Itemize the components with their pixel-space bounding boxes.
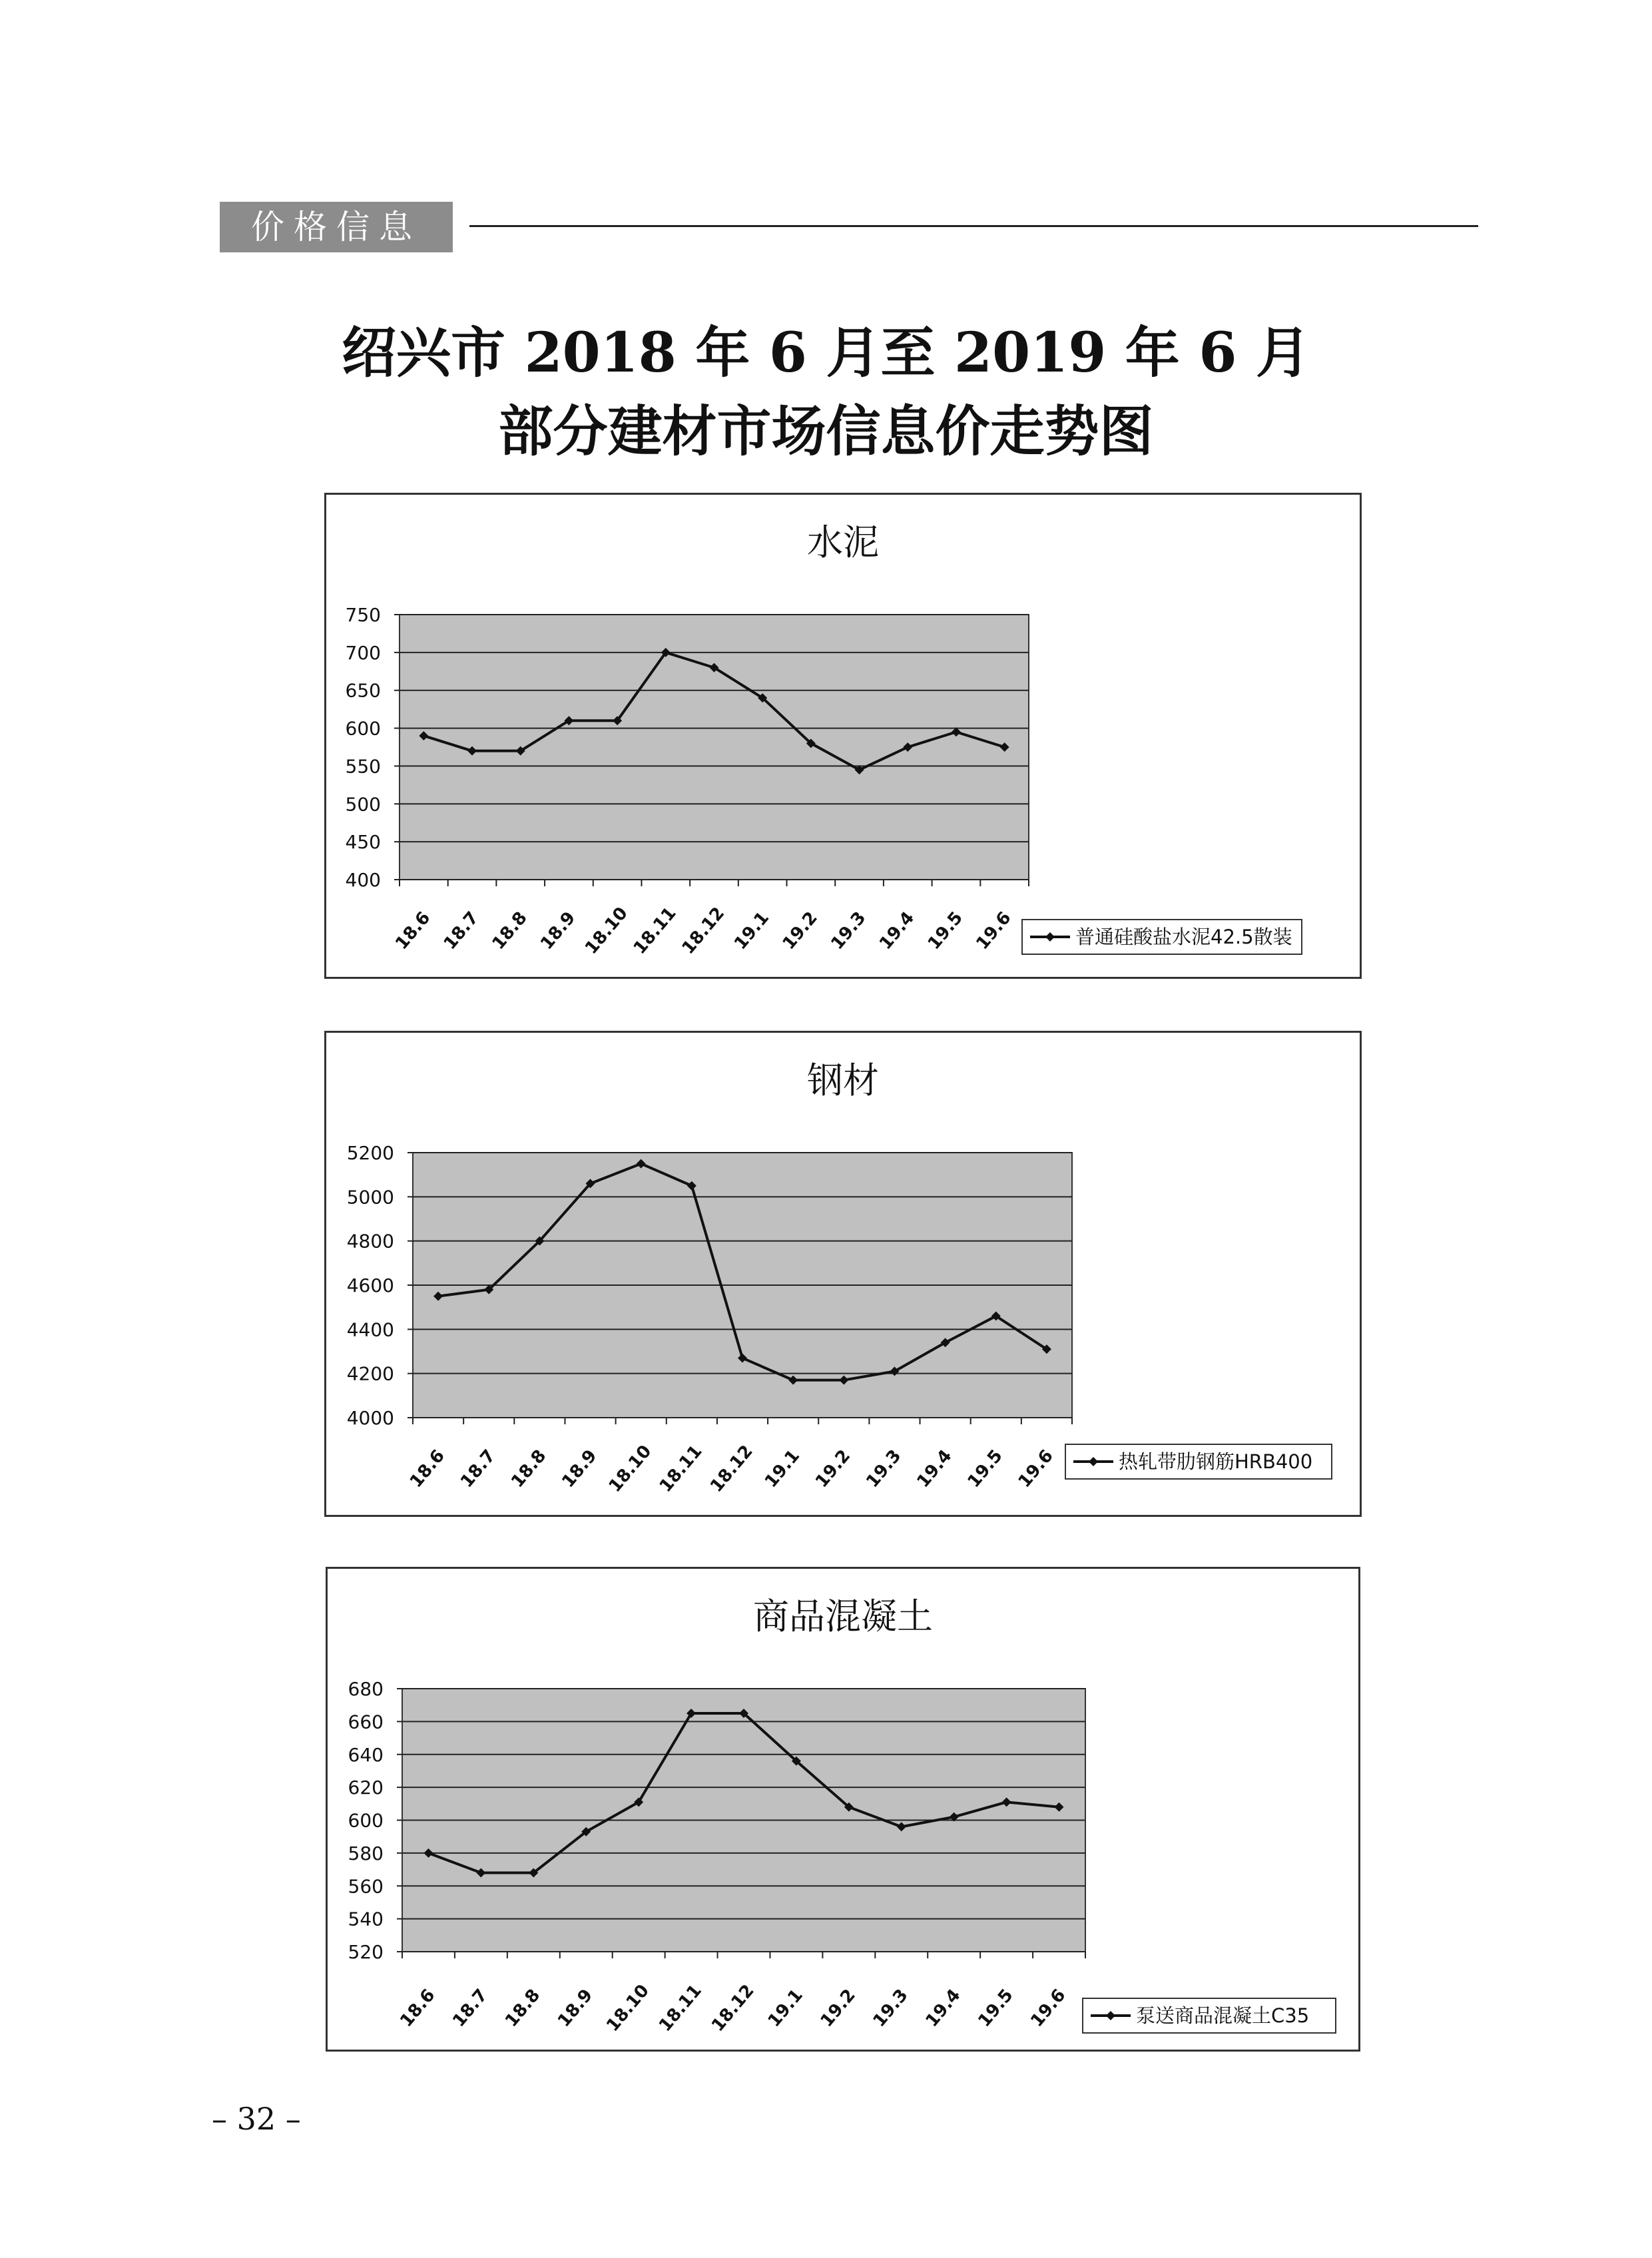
y-tick-label: 5000 xyxy=(346,1186,394,1209)
y-tick-label: 4200 xyxy=(346,1362,394,1385)
y-tick-label: 680 xyxy=(348,1678,384,1700)
x-tick-label: 19.3 xyxy=(869,1985,912,2032)
x-tick-label: 18.9 xyxy=(537,908,580,954)
y-tick-label: 650 xyxy=(345,679,381,702)
x-tick-label: 19.6 xyxy=(972,908,1015,954)
x-tick-label: 19.4 xyxy=(876,908,919,954)
y-tick-label: 550 xyxy=(345,755,381,778)
page-title-line2: 部分建材市场信息价走势图 xyxy=(498,400,1154,463)
chart-title: 水泥 xyxy=(807,521,879,563)
x-tick-label: 19.2 xyxy=(778,908,822,954)
y-tick-label: 640 xyxy=(348,1743,384,1766)
chart-title: 商品混凝土 xyxy=(753,1595,933,1637)
y-tick-label: 4000 xyxy=(346,1407,394,1429)
y-tick-label: 4400 xyxy=(346,1318,394,1341)
x-tick-label: 19.5 xyxy=(924,908,967,954)
section-label: 价格信息 xyxy=(220,202,453,252)
y-tick-label: 540 xyxy=(348,1908,384,1930)
x-tick-label: 18.6 xyxy=(392,908,435,954)
x-tick-label: 19.3 xyxy=(862,1446,906,1492)
chart-svg xyxy=(326,495,1360,977)
x-tick-label: 18.12 xyxy=(678,903,729,959)
x-tick-label: 18.11 xyxy=(655,1980,706,2036)
y-tick-label: 600 xyxy=(348,1809,384,1832)
x-tick-label: 18.7 xyxy=(456,1446,500,1492)
header-rule xyxy=(469,225,1478,227)
y-tick-label: 500 xyxy=(345,793,381,816)
cement-chart xyxy=(324,493,1362,979)
x-tick-label: 18.8 xyxy=(507,1446,551,1492)
x-tick-label: 19.1 xyxy=(760,1446,804,1492)
x-tick-label: 19.6 xyxy=(1027,1985,1070,2032)
x-tick-label: 18.12 xyxy=(707,1980,758,2036)
x-tick-label: 19.4 xyxy=(922,1985,965,2032)
x-tick-label: 18.7 xyxy=(449,1985,492,2032)
x-tick-label: 18.10 xyxy=(581,903,632,959)
x-tick-label: 19.2 xyxy=(812,1446,855,1492)
concrete-chart xyxy=(326,1567,1360,2052)
x-tick-label: 19.5 xyxy=(974,1985,1017,2032)
x-tick-label: 18.11 xyxy=(655,1441,706,1497)
x-tick-label: 19.2 xyxy=(816,1985,860,2032)
y-tick-label: 450 xyxy=(345,831,381,854)
legend-label: 普通硅酸盐水泥42.5散装 xyxy=(1075,926,1292,948)
y-tick-label: 4800 xyxy=(346,1230,394,1253)
chart-title: 钢材 xyxy=(807,1059,879,1101)
x-tick-label: 19.6 xyxy=(1014,1446,1057,1492)
x-tick-label: 18.10 xyxy=(605,1441,656,1497)
y-tick-label: 580 xyxy=(348,1842,384,1864)
x-tick-label: 18.11 xyxy=(629,903,681,959)
page-number: – 32 – xyxy=(212,2101,301,2137)
y-tick-label: 5200 xyxy=(346,1142,394,1164)
x-tick-label: 18.9 xyxy=(558,1446,601,1492)
legend-label: 泵送商品混凝土C35 xyxy=(1136,2004,1310,2027)
x-tick-label: 19.5 xyxy=(964,1446,1007,1492)
x-tick-label: 19.3 xyxy=(827,908,870,954)
y-tick-label: 4600 xyxy=(346,1274,394,1296)
x-tick-label: 18.8 xyxy=(488,908,531,954)
page-title-line1: 绍兴市 2018 年 6 月至 2019 年 6 月 xyxy=(342,321,1310,385)
chart-svg xyxy=(326,1033,1360,1515)
x-tick-label: 19.4 xyxy=(913,1446,956,1492)
y-tick-label: 600 xyxy=(345,717,381,740)
x-tick-label: 18.12 xyxy=(706,1441,757,1497)
x-tick-label: 18.6 xyxy=(406,1446,449,1492)
x-tick-label: 19.1 xyxy=(764,1985,807,2032)
x-tick-label: 18.6 xyxy=(396,1985,439,2032)
x-tick-label: 18.9 xyxy=(553,1985,597,2032)
x-tick-label: 19.1 xyxy=(730,908,774,954)
y-tick-label: 660 xyxy=(348,1711,384,1733)
x-tick-label: 18.7 xyxy=(439,908,483,954)
x-tick-label: 18.8 xyxy=(501,1985,545,2032)
x-tick-label: 18.10 xyxy=(603,1980,653,2036)
chart-svg xyxy=(328,1569,1358,2050)
y-tick-label: 620 xyxy=(348,1777,384,1799)
y-tick-label: 700 xyxy=(345,641,381,664)
plot-area xyxy=(400,615,1029,880)
y-tick-label: 520 xyxy=(348,1941,384,1963)
y-tick-label: 750 xyxy=(345,604,381,626)
steel-chart xyxy=(324,1031,1362,1517)
y-tick-label: 400 xyxy=(345,869,381,891)
legend-label: 热轧带肋钢筋HRB400 xyxy=(1119,1450,1313,1473)
y-tick-label: 560 xyxy=(348,1875,384,1898)
